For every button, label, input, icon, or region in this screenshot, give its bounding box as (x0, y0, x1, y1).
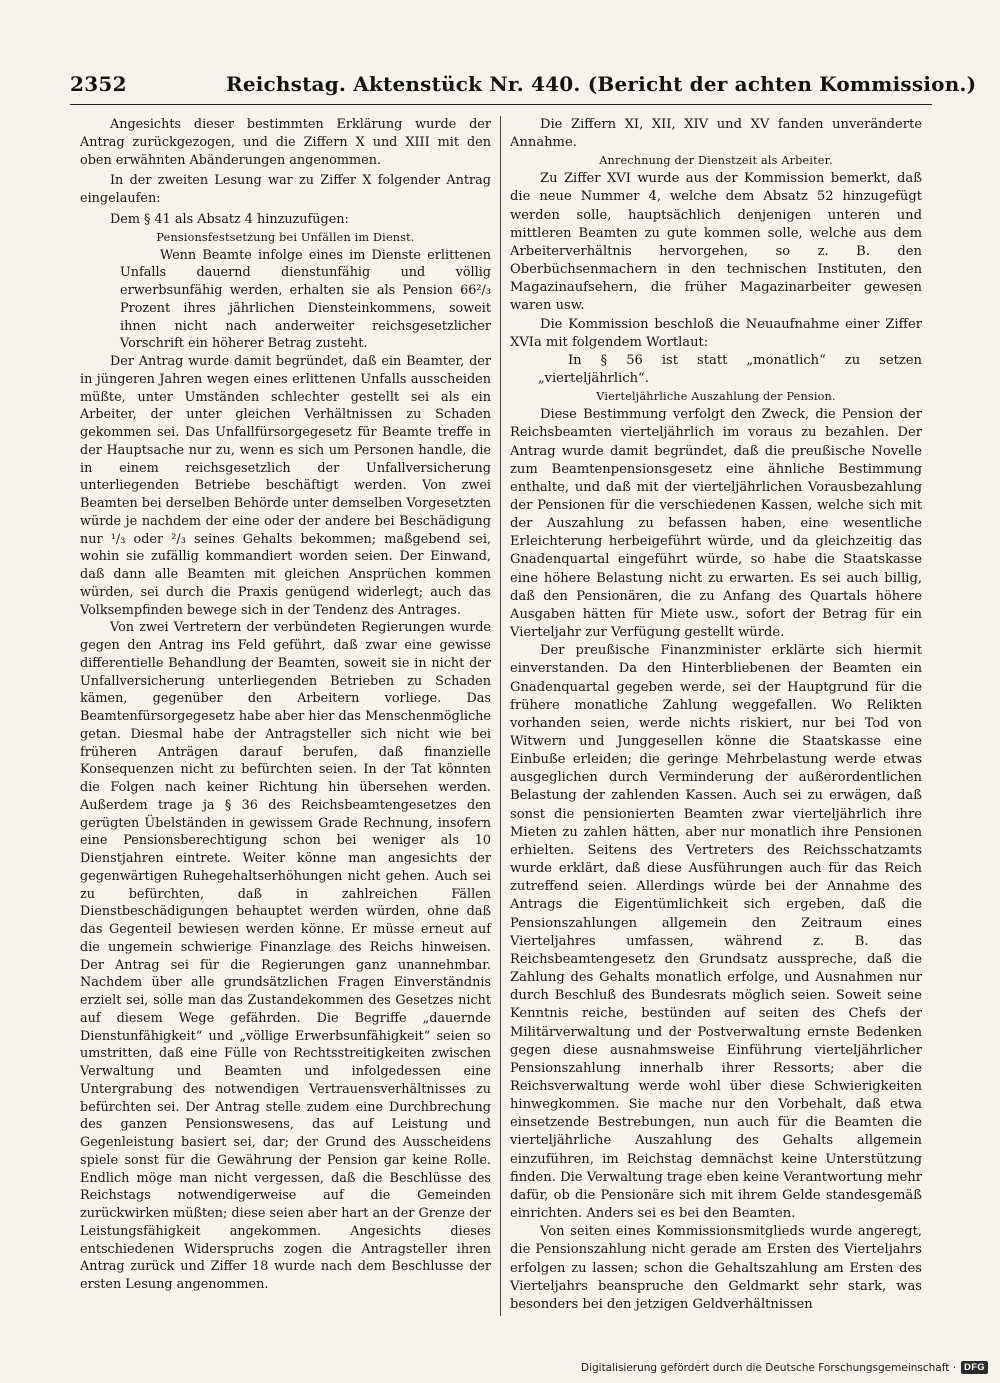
paragraph: Der Antrag wurde damit begründet, daß ein Beamter, der in jüngeren Jahren wegen eines erlittenen Unfalls ausscheiden müßte, unter Umständen schlechter gestellt sei als ein Arbeiter, der unter gleichen Verhältnissen zu Schaden gekommen sei. Das Unfallfürsorgegesetz für Beamte treffe in der Hauptsache nur zu, wenn es sich um Personen handle, die in einem reichsgesetzlich der Unfallversicherung unterliegenden Betriebe beschäftigt werden. Von zwei Beamten bei derselben Behörde unter demselben Vorgesetzten würde je nachdem der eine oder der andere bei Beschädigung nur ¹/₃ oder ²/₃ seines Gehalts bekommen; maßgebend sei, wohin sie zufällig kommandiert worden seien. Der Einwand, daß dann alle Beamten mit gleichen Ansprüchen kommen würden, sei durch die Praxis genügend widerlegt; auch das Volksempfinden bewege sich in der Tendenz des Antrages. (80, 354, 491, 618)
dfg-logo: DFG (961, 1361, 988, 1374)
left-column (80, 116, 491, 1294)
digitization-credit (581, 1361, 988, 1374)
paragraph: Die Kommission beschloß die Neuaufnahme einer Ziffer XVIa mit folgendem Wortlaut: (510, 316, 922, 350)
paragraph: Dem § 41 als Absatz 4 hinzuzufügen: (110, 211, 349, 227)
paragraph: Angesichts dieser bestimmten Erklärung wurde der Antrag zurückgezogen, und die Ziffern X und XIII mit den oben erwähnten Abänderungen angenommen. (80, 117, 491, 168)
paragraph: Diese Bestimmung verfolgt den Zweck, die Pension der Reichsbeamten vierteljährlich im voraus zu bezahlen. Der Antrag wurde damit begründet, daß die preußische Novelle zum Beamtenpensionsgesetz eine ähnliche Bestimmung enthalte, und daß mit der vierteljährlichen Vorausbezahlung der Pensionen für die verschiedenen Kassen, welche sich mit der Auszahlung zu befassen haben, eine wesentliche Erleichterung herbeigeführt würde, und da gleichzeitig das Gnadenquartal eingeführt würde, so habe die Staatskasse eine höhere Belastung nicht zu erwarten. Es sei auch billig, daß den Pensionären, die zu Anfang des Quartals höhere Ausgaben hätten für Miete usw., sofort der Betrag für ein Vierteljahr zur Verfügung gestellt würde. (510, 407, 922, 641)
header-rule (70, 104, 932, 105)
right-column (510, 116, 922, 1314)
amendment-quote: Wenn Beamte infolge eines im Dienste erlittenen Unfalls dauernd dienstunfähig und völlig erwerbsunfähig werden, erhalten sie als Pension 66²/₃ Prozent ihres jährlichen Diensteinkommens, soweit ihnen nicht nach anderweiter reichsgesetzlicher Vorschrift ein höherer Betrag zusteht. (120, 247, 491, 352)
page-number: 2352 (70, 72, 127, 96)
paragraph: Der preußische Finanzminister erklärte sich hiermit einverstanden. Da den Hinterbliebenen der Beamten ein Gnadenquartal gegeben werde, sei der Hauptgrund für die frühere monatliche Zahlung weggefallen. Wo Relikten vorhanden seien, werde nichts riskiert, nur bei Tod von Witwern und Junggesellen könne die Staatskasse eine Einbuße erleiden; die geringe Mehrbelastung werde etwas ausgeglichen durch Verminderung der außerordentlichen Belastung der zahlenden Kassen. Auch sei zu erwägen, daß sonst die pensionierten Beamten zwar vierteljährlich ihre Mieten zu zahlen hätten, aber nur monatlich ihre Pensionen erhielten. Seitens des Vertreters des Reichsschatzamts wurde erklärt, daß diese Ausführungen auch für das Reich zutreffend seien. Allerdings würde bei der Annahme des Antrags die Eigentümlichkeit sich ergeben, daß die Pensionszahlungen allgemein den Zeitraum eines Vierteljahres umfassen, während z. B. das Reichsbeamtengesetz den Grundsatz ausspreche, daß die Zahlung des Gehalts monatlich erfolge, und Ausnahmen nur durch Beschluß des Bundesrats möglich seien. Soweit seine Kenntnis reiche, bestünden auf seiten des Chefs der Militärverwaltung und der Postverwaltung ernste Bedenken gegen diese ausnahmsweise Einführung vierteljährlicher Pensionszahlung innerhalb ihrer Ressorts; aber die Reichsverwaltung werde wohl über diese Schwierigkeiten hinwegkommen. Sie mache nur den Vorbehalt, daß etwa einsetzende Bestrebungen, nun auch für die Beamten die vierteljährliche Auszahlung des Gehalts allgemein einzuführen, im Reichstag demnächst keine Unterstützung finden. Die Verwaltung trage eben keine Verantwortung mehr dafür, ob die Pensionäre sich mit ihrem Gelde standesgemäß einrichten. Anders sei es bei den Beamten. (510, 643, 922, 1222)
amendment-text: In § 56 ist statt „monatlich“ zu setzen „vierteljährlich“. (538, 352, 922, 387)
paragraph: Die Ziffern XI, XII, XIV und XV fanden unveränderte Annahme. (510, 117, 922, 151)
paragraph: Von seiten eines Kommissionsmitglieds wurde angeregt, die Pensionszahlung nicht gerade am Ersten des Vierteljahrs erfolgen zu lassen; schon die Gehaltszahlung am Ersten des Vierteljahrs beanspruche den Geldmarkt sehr stark, was besonders bei den jetzigen Geldverhältnissen (510, 1224, 922, 1312)
paragraph: Von zwei Vertretern der verbündeten Regierungen wurde gegen den Antrag ins Feld geführt, daß zwar eine gewisse differentielle Behandlung der Beamten, soweit sie in nicht der Unfallversicherung unterliegenden Betrieben zu Schaden kämen, gegenüber den Arbeitern vorliege. Das Beamtenfürsorgegesetz habe aber hier das Menschenmögliche getan. Diesmal habe der Antragsteller sich nicht wie bei früheren Anträgen darauf berufen, daß finanzielle Konsequenzen nicht zu befürchten seien. In der Tat könnten die Folgen nach keiner Richtung hin übersehen werden. Außerdem trage ja § 36 des Reichsbeamtengesetzes den gerügten Übelständen in gewissem Grade Rechnung, insofern eine Pensionsberechtigung schon bei weniger als 10 Dienstjahren eintrete. Weiter könne man angesichts der gegenwärtigen Ruhegehaltserhöhungen nicht gehen. Auch sei zu befürchten, daß in zahlreichen Fällen Dienstbeschädigungen behauptet werden würden, ohne daß das Gegenteil bewiesen werden könne. Er müsse erneut auf die ungemein schwierige Finanzlage des Reichs hinweisen. Der Antrag sei für die Regierungen ganz unannehmbar. Nachdem über alle grundsätzlichen Fragen Einverständnis erzielt sei, solle man das Zustandekommen des Gesetzes nicht auf diesem Wege gefährden. Die Begriffe „dauernde Dienstunfähigkeit“ und „völlige Erwerbsunfähigkeit“ seien so umstritten, daß eine Fülle von Rechtsstreitigkeiten zwischen Verwaltung und Beamten und infolgedessen eine Untergrabung des notwendigen Vertrauensverhältnisses zu befürchten sei. Der Antrag stelle zudem eine Durchbrechung des ganzen Pensionswesens, das auf Leistung und Gegenleistung basiert sei, dar; der Grund des Ausscheidens spiele sonst für die Gewährung der Pension gar keine Rolle. Endlich möge man nicht vergessen, daß die Beschlüsse des Reichstags notwendigerweise auf die Gemeinden zurückwirken müßten; diese seien aber hart an der Grenze der Leistungsfähigkeit angekommen. Angesichts dieses entschiedenen Widerspruchs zogen die Antragsteller ihren Antrag zurück und Ziffer 18 wurde nach dem Beschlusse der ersten Lesung angenommen. (80, 620, 491, 1292)
section-subheading: Vierteljährliche Auszahlung der Pension. (596, 390, 836, 404)
page-header (70, 72, 977, 102)
section-subheading: Pensionsfestsetzung bei Unfällen im Dienst. (156, 230, 415, 244)
section-subheading: Anrechnung der Dienstzeit als Arbeiter. (599, 154, 833, 168)
credit-text: Digitalisierung gefördert durch die Deutsche Forschungsgemeinschaft · (580, 1361, 957, 1374)
column-divider (500, 116, 501, 1316)
paragraph: In der zweiten Lesung war zu Ziffer X folgender Antrag eingelaufen: (80, 173, 491, 206)
running-title: Reichstag. Aktenstück Nr. 440. (Bericht der achten Kommission.) (226, 72, 977, 96)
paragraph: Zu Ziffer XVI wurde aus der Kommission bemerkt, daß die neue Nummer 4, welche dem Absatz 52 hinzugefügt werden solle, hauptsächlich denjenigen unteren und mittleren Beamten zu gute kommen solle, welche aus dem Arbeiterverhältnis hervorgehen, so z. B. den Oberbüchsenmachern in den technischen Instituten, den Magazinaufsehern, die früher Magazinarbeiter gewesen waren usw. (510, 171, 922, 314)
